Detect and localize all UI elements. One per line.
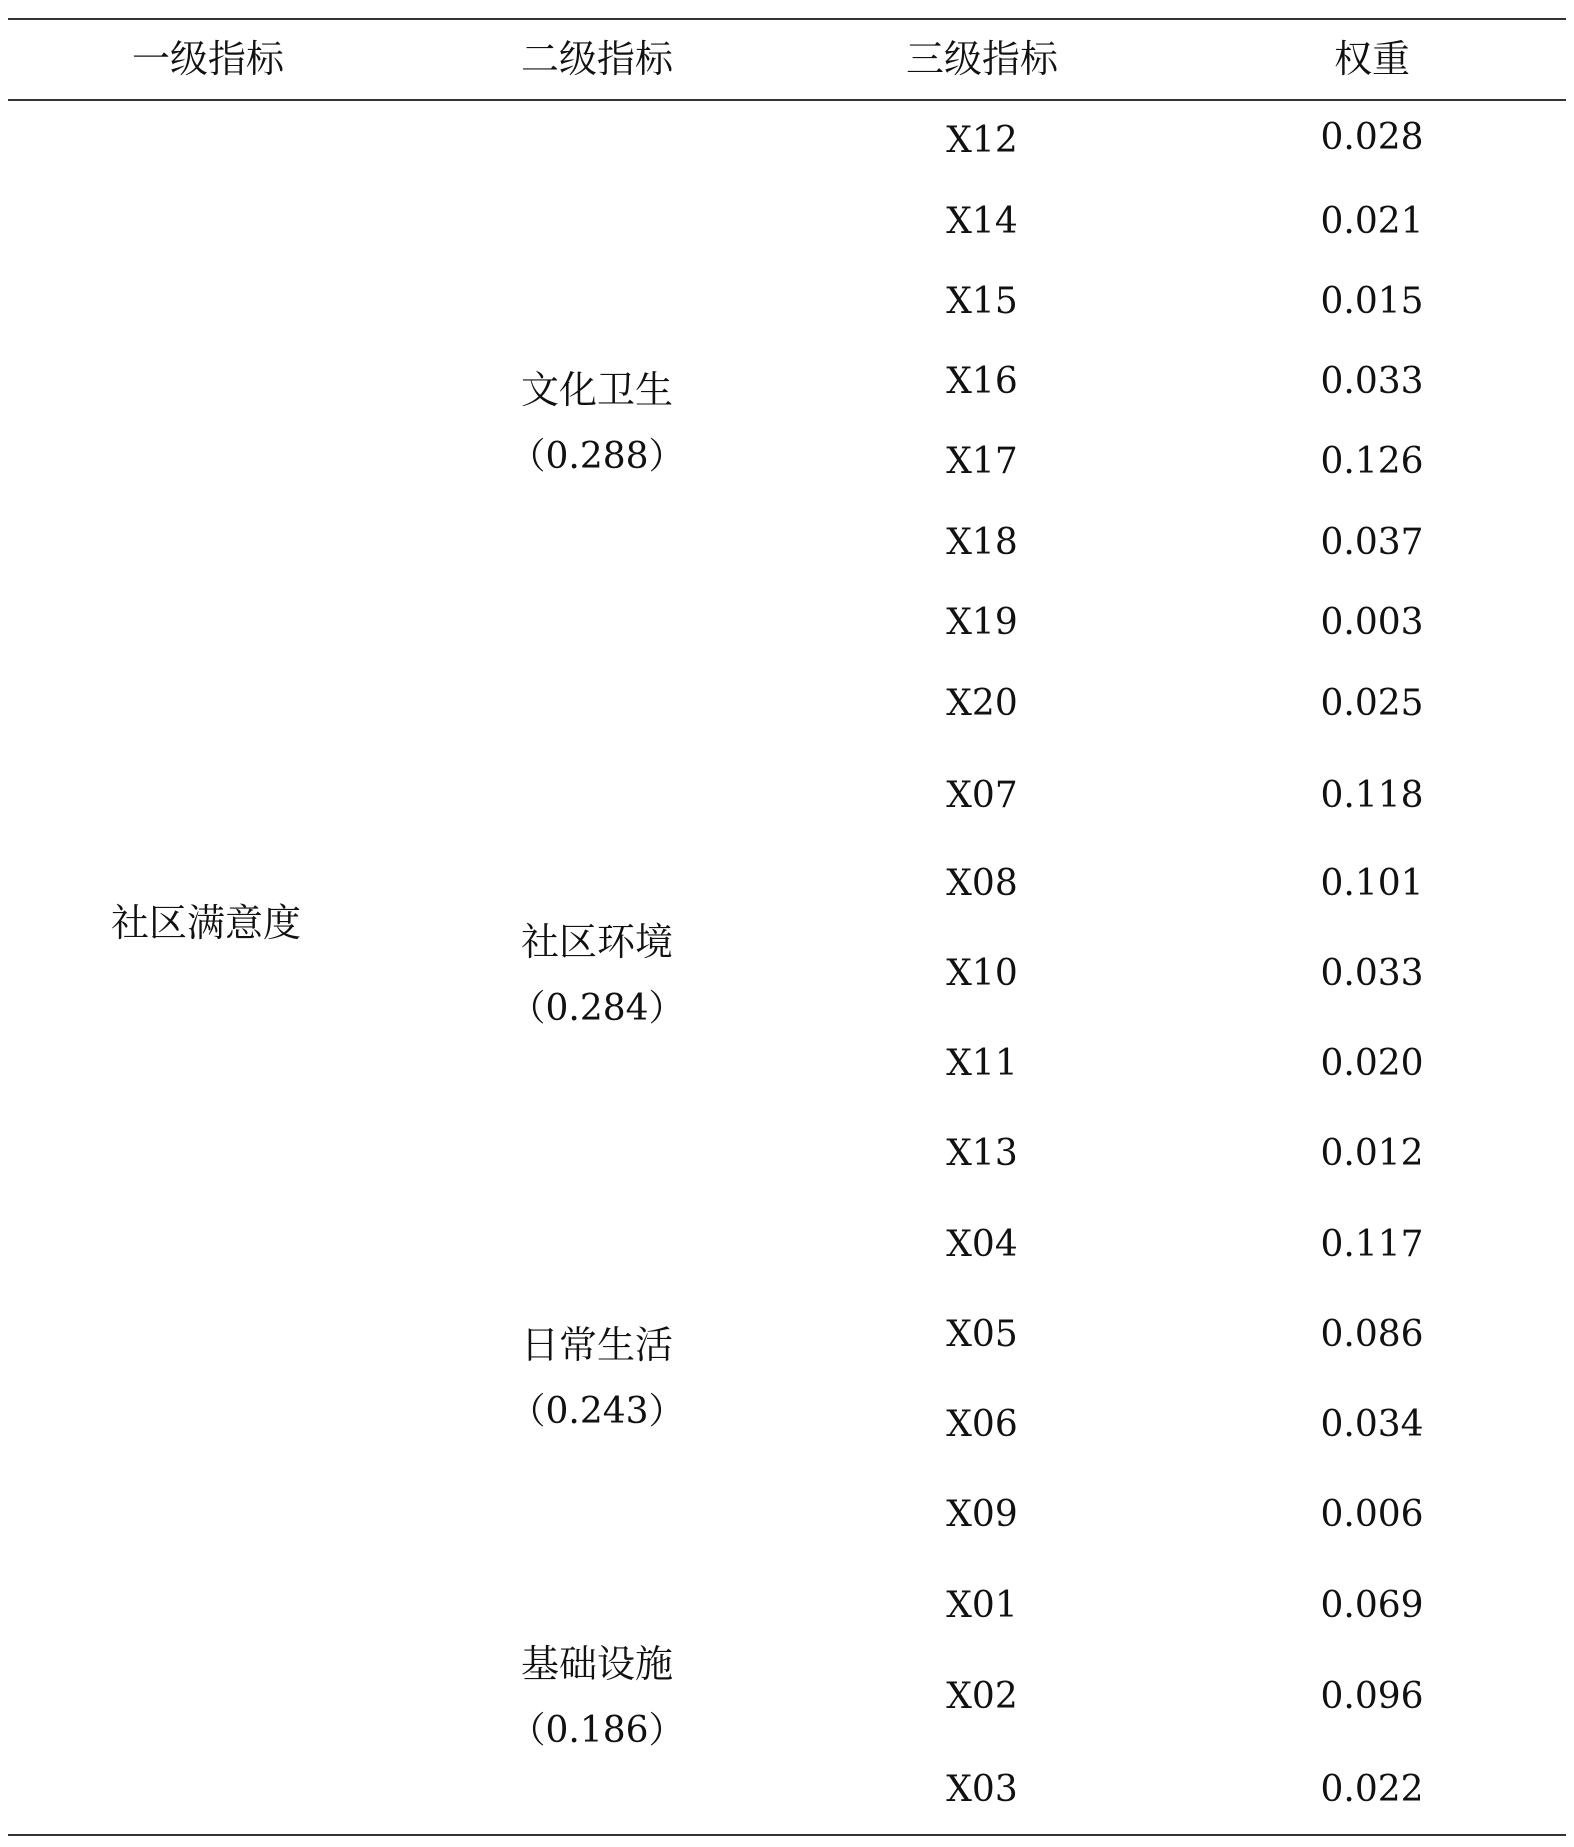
level3-weight: 0.086 bbox=[1320, 1314, 1424, 1355]
level3-code: X03 bbox=[946, 1769, 1018, 1810]
level1-label: 社区满意度 bbox=[110, 901, 302, 945]
level3-code: X16 bbox=[946, 361, 1018, 402]
header-weight: 权重 bbox=[1333, 37, 1411, 81]
level3-code: X08 bbox=[946, 863, 1018, 904]
level2-weight: （0.243） bbox=[509, 1391, 685, 1432]
level3-code: X01 bbox=[946, 1585, 1018, 1626]
level3-weight: 0.037 bbox=[1320, 522, 1424, 563]
level3-code: X04 bbox=[946, 1224, 1018, 1265]
level3-weight: 0.033 bbox=[1320, 953, 1424, 994]
header-rule bbox=[8, 99, 1566, 101]
table-top-rule bbox=[8, 18, 1566, 20]
level2-name: 日常生活 bbox=[520, 1323, 673, 1367]
level3-code: X19 bbox=[946, 602, 1018, 643]
level3-weight: 0.006 bbox=[1320, 1494, 1424, 1535]
level2-weight: （0.284） bbox=[509, 988, 685, 1029]
level3-weight: 0.101 bbox=[1320, 863, 1424, 904]
table-bottom-rule bbox=[8, 1834, 1566, 1836]
level3-weight: 0.034 bbox=[1320, 1404, 1424, 1445]
level2-name: 基础设施 bbox=[520, 1642, 673, 1686]
level2-weight: （0.186） bbox=[509, 1710, 685, 1751]
level3-weight: 0.118 bbox=[1320, 775, 1424, 816]
level3-weight: 0.003 bbox=[1320, 602, 1424, 643]
level2-group bbox=[509, 368, 685, 477]
level2-name: 文化卫生 bbox=[520, 368, 673, 412]
level3-weight: 0.012 bbox=[1320, 1133, 1424, 1174]
level2-group bbox=[509, 1323, 685, 1432]
level3-weight: 0.025 bbox=[1320, 683, 1424, 724]
level3-weight: 0.117 bbox=[1320, 1224, 1424, 1265]
level3-code: X14 bbox=[946, 201, 1018, 242]
level2-name: 社区环境 bbox=[520, 920, 673, 964]
level3-weight: 0.033 bbox=[1320, 361, 1424, 402]
level3-weight: 0.096 bbox=[1320, 1676, 1424, 1717]
level3-code: X10 bbox=[946, 953, 1018, 994]
header-level2: 二级指标 bbox=[520, 37, 674, 81]
level3-code: X09 bbox=[946, 1494, 1018, 1535]
level3-weight: 0.069 bbox=[1320, 1585, 1424, 1626]
level3-code: X15 bbox=[946, 281, 1018, 322]
level3-code: X02 bbox=[946, 1676, 1018, 1717]
level2-group bbox=[509, 920, 685, 1029]
level3-weight: 0.020 bbox=[1320, 1043, 1424, 1084]
level2-group bbox=[509, 1642, 685, 1751]
level3-weight: 0.021 bbox=[1320, 201, 1424, 242]
level3-code: X20 bbox=[946, 683, 1018, 724]
level3-code: X18 bbox=[946, 522, 1018, 563]
header-level1: 一级指标 bbox=[131, 37, 285, 81]
level3-code: X06 bbox=[946, 1404, 1018, 1445]
level3-code: X13 bbox=[946, 1133, 1018, 1174]
level3-code: X07 bbox=[946, 775, 1018, 816]
level3-code: X05 bbox=[946, 1314, 1018, 1355]
level3-code: X12 bbox=[946, 120, 1018, 161]
level3-code: X17 bbox=[946, 441, 1018, 482]
level3-code: X11 bbox=[946, 1043, 1018, 1084]
level3-weight: 0.022 bbox=[1320, 1769, 1424, 1810]
level3-weight: 0.028 bbox=[1320, 117, 1424, 158]
level2-weight: （0.288） bbox=[509, 436, 685, 477]
header-level3: 三级指标 bbox=[905, 37, 1059, 81]
level3-weight: 0.015 bbox=[1320, 281, 1424, 322]
level3-weight: 0.126 bbox=[1320, 441, 1424, 482]
